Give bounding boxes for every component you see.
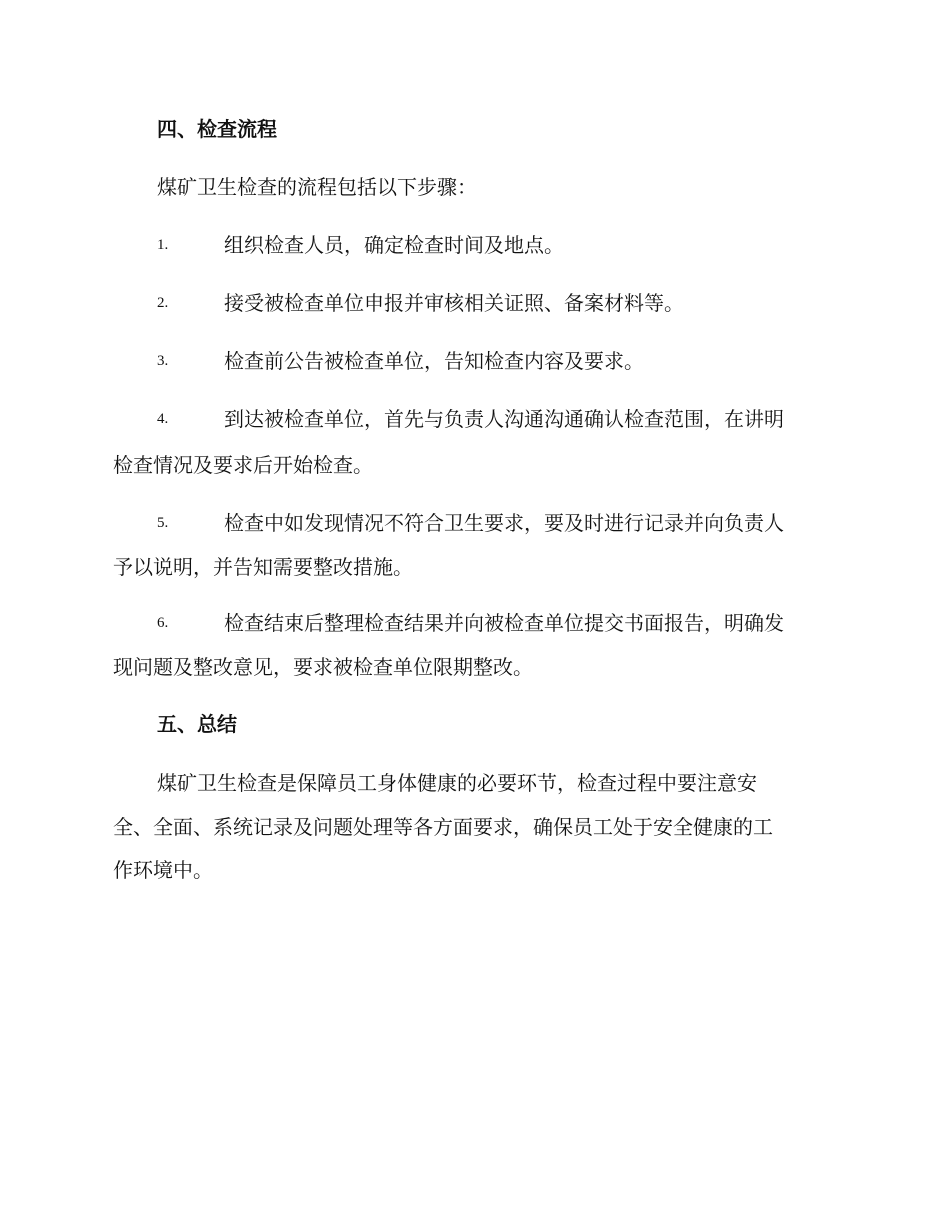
step-number: 3. (157, 353, 169, 369)
step-number: 4. (157, 411, 169, 427)
step-text: 接受被检查单位申报并审核相关证照、备案材料等。 (224, 291, 684, 315)
step-text: 到达被检查单位，首先与负责人沟通沟通确认检查范围，在讲明 (224, 407, 784, 431)
section-intro: 煤矿卫生检查的流程包括以下步骤： (157, 175, 477, 199)
step-text-continuation: 检查情况及要求后开始检查。 (113, 453, 373, 477)
step-text-continuation: 予以说明，并告知需要整改措施。 (113, 555, 413, 579)
section-heading-inspection-process: 四、检查流程 (157, 117, 277, 141)
summary-line: 全、全面、系统记录及问题处理等各方面要求，确保员工处于安全健康的工 (113, 815, 773, 839)
step-number: 1. (157, 237, 169, 253)
section-heading-summary: 五、总结 (157, 712, 237, 736)
step-number: 5. (157, 515, 169, 531)
step-number: 6. (157, 615, 169, 631)
step-text: 检查前公告被检查单位，告知检查内容及要求。 (224, 349, 644, 373)
step-text: 组织检查人员，确定检查时间及地点。 (224, 233, 564, 257)
step-number: 2. (157, 295, 169, 311)
summary-line: 煤矿卫生检查是保障员工身体健康的必要环节，检查过程中要注意安 (157, 771, 757, 795)
step-text: 检查中如发现情况不符合卫生要求，要及时进行记录并向负责人 (224, 511, 784, 535)
step-text-continuation: 现问题及整改意见，要求被检查单位限期整改。 (113, 655, 533, 679)
summary-line: 作环境中。 (113, 858, 213, 882)
step-text: 检查结束后整理检查结果并向被检查单位提交书面报告，明确发 (224, 611, 784, 635)
